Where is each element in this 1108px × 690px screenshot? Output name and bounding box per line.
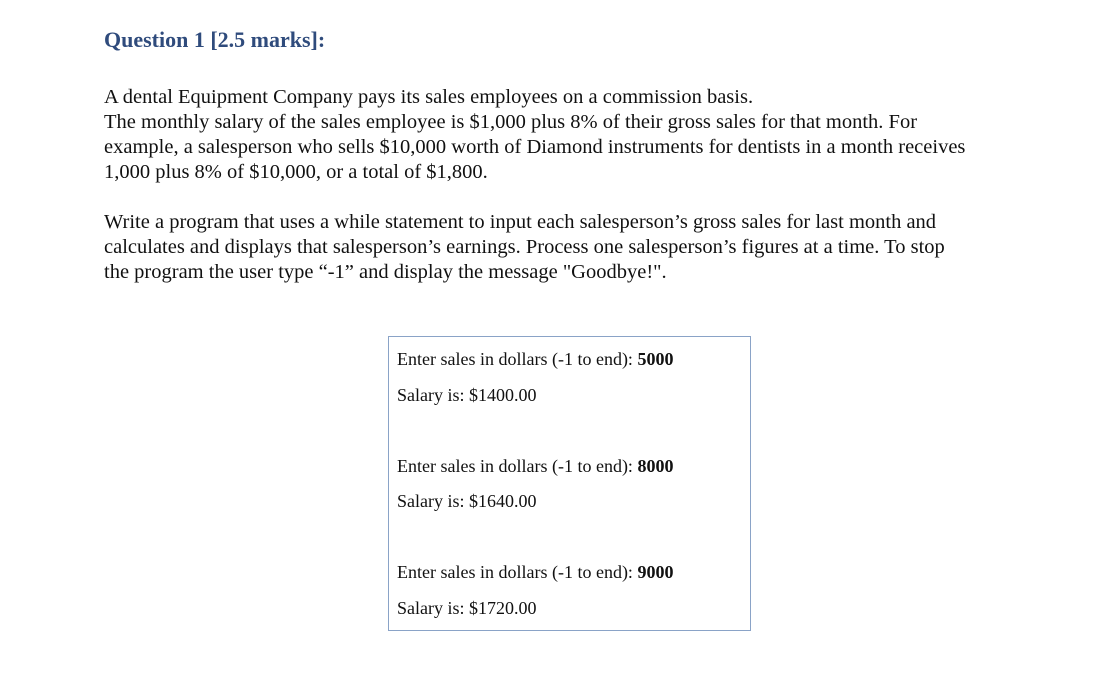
- sample-output-box: [388, 336, 751, 631]
- text-line: calculates and displays that salesperson’s earnings. Process one salesperson’s figures at a time. To stop: [104, 236, 945, 258]
- salary-line: Salary is: $1720.00: [397, 598, 537, 618]
- text-line: The monthly salary of the sales employee is $1,000 plus 8% of their gross sales for that month. For: [104, 111, 918, 133]
- salary-line: Salary is: $1640.00: [397, 491, 537, 511]
- problem-description: [104, 85, 1064, 185]
- salary-line: Salary is: $1400.00: [397, 385, 537, 405]
- task-instructions: [104, 210, 1064, 285]
- prompt-text: Enter sales in dollars (-1 to end):: [397, 562, 638, 582]
- text-line: the program the user type “-1” and display the message "Goodbye!".: [104, 261, 667, 283]
- text-line: Write a program that uses a while statement to input each salesperson’s gross sales for last month and: [104, 211, 937, 233]
- user-input: 9000: [637, 562, 674, 582]
- text-line: 1,000 plus 8% of $10,000, or a total of $1,800.: [104, 161, 488, 183]
- prompt-line: [397, 561, 673, 583]
- user-input: 5000: [637, 349, 674, 369]
- user-input: 8000: [637, 456, 674, 476]
- text-line: A dental Equipment Company pays its sales employees on a commission basis.: [104, 86, 754, 108]
- prompt-line: [397, 348, 673, 370]
- prompt-text: Enter sales in dollars (-1 to end):: [397, 456, 638, 476]
- prompt-text: Enter sales in dollars (-1 to end):: [397, 349, 638, 369]
- prompt-line: [397, 455, 673, 477]
- text-line: example, a salesperson who sells $10,000 worth of Diamond instruments for dentists in a month receives: [104, 136, 966, 158]
- question-title: Question 1 [2.5 marks]:: [104, 27, 326, 52]
